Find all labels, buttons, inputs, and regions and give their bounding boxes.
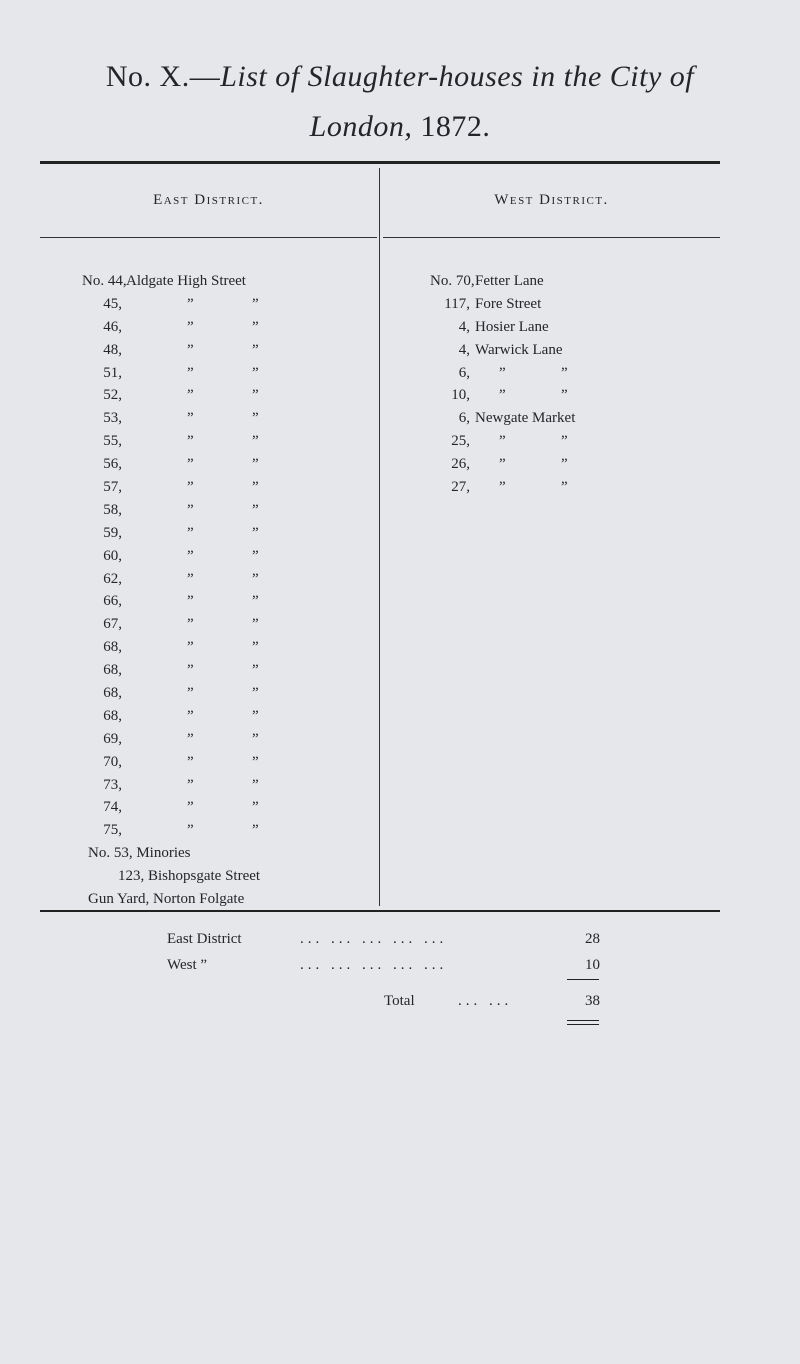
east-row (0, 636, 379, 659)
east-number: 68, (103, 707, 122, 724)
title-line-1 (0, 52, 800, 102)
east-ditto-mark: ” (187, 410, 194, 427)
east-ditto-mark: ” (187, 479, 194, 496)
east-number: 68, (103, 685, 122, 702)
east-number: 53, (103, 410, 122, 427)
west-number: 25, (451, 433, 470, 450)
east-ditto-mark: ” (187, 593, 194, 610)
west-number: 4, (458, 318, 470, 335)
west-street-name: Warwick Lane (475, 341, 563, 358)
west-row (383, 407, 720, 430)
east-row (0, 728, 379, 751)
west-row (383, 339, 720, 362)
east-ditto-mark: ” (252, 799, 259, 816)
summary-row-total (0, 988, 800, 1014)
west-street-name: Fetter Lane (475, 273, 544, 289)
east-district-list (0, 270, 379, 911)
west-district-header: West District. (494, 192, 609, 208)
east-ditto-mark: ” (187, 524, 194, 541)
west-ditto-mark: ” (561, 433, 568, 450)
east-row (0, 545, 379, 568)
east-ditto-mark: ” (252, 524, 259, 541)
east-ditto-mark: ” (252, 707, 259, 724)
west-number: No. 70, (430, 273, 475, 289)
east-ditto-mark: ” (252, 662, 259, 679)
east-number: No. 44, (82, 273, 127, 289)
east-row (0, 796, 379, 819)
east-number: 67, (103, 616, 122, 633)
east-number: 70, (103, 753, 122, 770)
east-number: 62, (103, 570, 122, 587)
east-row (0, 659, 379, 682)
east-ditto-mark: ” (187, 776, 194, 793)
west-row (383, 430, 720, 453)
sum-rule (567, 979, 599, 980)
east-number: 59, (103, 524, 122, 541)
east-ditto-mark: ” (187, 639, 194, 656)
west-ditto-mark: ” (499, 433, 506, 450)
east-row (0, 682, 379, 705)
page-title (0, 52, 800, 152)
summary-west-label: West ” (167, 957, 208, 973)
west-row (383, 293, 720, 316)
west-district-list (383, 270, 720, 499)
east-ditto-mark: ” (187, 570, 194, 587)
east-ditto-mark: ” (187, 730, 194, 747)
east-ditto-mark: ” (252, 479, 259, 496)
west-ditto-mark: ” (561, 364, 568, 381)
west-number: 26, (451, 456, 470, 473)
east-ditto-mark: ” (187, 433, 194, 450)
west-row (383, 384, 720, 407)
column-divider (379, 168, 380, 906)
summary-row-west (0, 952, 800, 978)
east-row (0, 590, 379, 613)
east-row (0, 384, 379, 407)
west-street-name: Newgate Market (475, 410, 576, 427)
total-double-rule-top (567, 1020, 599, 1021)
east-number: 58, (103, 501, 122, 518)
east-ditto-mark: ” (252, 685, 259, 702)
summary-table (0, 926, 800, 1014)
east-number: 45, (103, 295, 122, 312)
summary-total-dots: ... ... (458, 993, 513, 1009)
east-ditto-mark: ” (252, 341, 259, 358)
east-ditto-mark: ” (187, 364, 194, 381)
east-ditto-mark: ” (187, 501, 194, 518)
east-row (0, 453, 379, 476)
summary-total-value: 38 (585, 993, 600, 1009)
east-number: 52, (103, 387, 122, 404)
east-row (0, 499, 379, 522)
east-number: 46, (103, 318, 122, 335)
summary-east-value: 28 (585, 931, 600, 947)
east-ditto-mark: ” (187, 662, 194, 679)
east-number: 56, (103, 456, 122, 473)
top-rule (40, 161, 720, 164)
east-row (0, 819, 379, 842)
east-entry-text: Gun Yard, Norton Folgate (88, 891, 245, 908)
east-number: 73, (103, 776, 122, 793)
east-ditto-mark: ” (252, 547, 259, 564)
west-ditto-mark: ” (499, 387, 506, 404)
east-row (0, 522, 379, 545)
east-district-header: East District. (153, 192, 264, 208)
east-ditto-mark: ” (252, 776, 259, 793)
east-ditto-mark: ” (252, 364, 259, 381)
west-ditto-mark: ” (499, 479, 506, 496)
east-row (0, 568, 379, 591)
east-row (0, 339, 379, 362)
summary-west-dots: ... ... ... ... ... (300, 957, 448, 973)
west-row (383, 362, 720, 385)
east-ditto-mark: ” (187, 318, 194, 335)
title-line-2 (0, 102, 800, 152)
summary-row-east (0, 926, 800, 952)
west-number: 27, (451, 479, 470, 496)
east-ditto-mark: ” (187, 387, 194, 404)
west-ditto-mark: ” (499, 456, 506, 473)
east-ditto-mark: ” (252, 433, 259, 450)
east-row (0, 751, 379, 774)
east-row (0, 888, 379, 911)
east-number: 57, (103, 479, 122, 496)
summary-west-value: 10 (585, 957, 600, 973)
east-entry-text: No. 53, Minories (88, 845, 191, 862)
east-number: 66, (103, 593, 122, 610)
east-street-name: Aldgate High Street (126, 273, 246, 289)
west-row (383, 316, 720, 339)
east-entry-text: 123, Bishopsgate Street (118, 868, 261, 885)
header-rule-left (40, 237, 377, 238)
east-number: 55, (103, 433, 122, 450)
east-ditto-mark: ” (187, 822, 194, 839)
west-number: 117, (444, 295, 470, 312)
east-ditto-mark: ” (187, 707, 194, 724)
east-row (0, 362, 379, 385)
east-ditto-mark: ” (187, 547, 194, 564)
east-number: 68, (103, 639, 122, 656)
east-number: 48, (103, 341, 122, 358)
east-row (0, 293, 379, 316)
east-ditto-mark: ” (252, 387, 259, 404)
east-number: 60, (103, 547, 122, 564)
east-ditto-mark: ” (187, 616, 194, 633)
west-number: 6, (458, 364, 470, 381)
east-row (0, 774, 379, 797)
east-row (0, 316, 379, 339)
east-row (0, 430, 379, 453)
east-row (0, 842, 379, 865)
east-number: 51, (103, 364, 122, 381)
west-ditto-mark: ” (499, 364, 506, 381)
summary-total-label: Total (384, 993, 415, 1009)
west-number: 4, (458, 341, 470, 358)
east-row (0, 476, 379, 499)
east-ditto-mark: ” (187, 341, 194, 358)
west-row (383, 270, 720, 293)
east-row (0, 613, 379, 636)
east-number: 68, (103, 662, 122, 679)
east-number: 75, (103, 822, 122, 839)
east-ditto-mark: ” (187, 295, 194, 312)
west-ditto-mark: ” (561, 479, 568, 496)
total-double-rule-bottom (567, 1024, 599, 1025)
west-street-name: Hosier Lane (475, 318, 549, 335)
east-ditto-mark: ” (252, 295, 259, 312)
east-ditto-mark: ” (187, 456, 194, 473)
east-number: 74, (103, 799, 122, 816)
east-ditto-mark: ” (252, 822, 259, 839)
east-ditto-mark: ” (252, 616, 259, 633)
title-year: 1872. (420, 110, 491, 143)
east-number: 69, (103, 730, 122, 747)
east-ditto-mark: ” (252, 639, 259, 656)
west-row (383, 453, 720, 476)
east-ditto-mark: ” (187, 753, 194, 770)
title-italic: List of Slaughter-houses in the City of (220, 60, 695, 93)
east-ditto-mark: ” (187, 799, 194, 816)
east-ditto-mark: ” (252, 753, 259, 770)
east-ditto-mark: ” (252, 501, 259, 518)
east-ditto-mark: ” (187, 685, 194, 702)
east-row (0, 705, 379, 728)
west-ditto-mark: ” (561, 456, 568, 473)
west-street-name: Fore Street (475, 295, 542, 312)
west-number: 10, (451, 387, 470, 404)
east-ditto-mark: ” (252, 570, 259, 587)
east-ditto-mark: ” (252, 730, 259, 747)
east-row (0, 270, 379, 293)
summary-east-label: East District (167, 931, 242, 947)
east-ditto-mark: ” (252, 456, 259, 473)
east-ditto-mark: ” (252, 593, 259, 610)
header-rule-right (383, 237, 720, 238)
west-ditto-mark: ” (561, 387, 568, 404)
bottom-rule (40, 910, 720, 912)
east-row (0, 407, 379, 430)
west-row (383, 476, 720, 499)
title-prefix: No. X.— (105, 60, 221, 93)
title-italic-end: London, (309, 110, 421, 143)
east-ditto-mark: ” (252, 318, 259, 335)
east-ditto-mark: ” (252, 410, 259, 427)
summary-east-dots: ... ... ... ... ... (300, 931, 448, 947)
west-number: 6, (458, 410, 470, 427)
east-row (0, 865, 379, 888)
